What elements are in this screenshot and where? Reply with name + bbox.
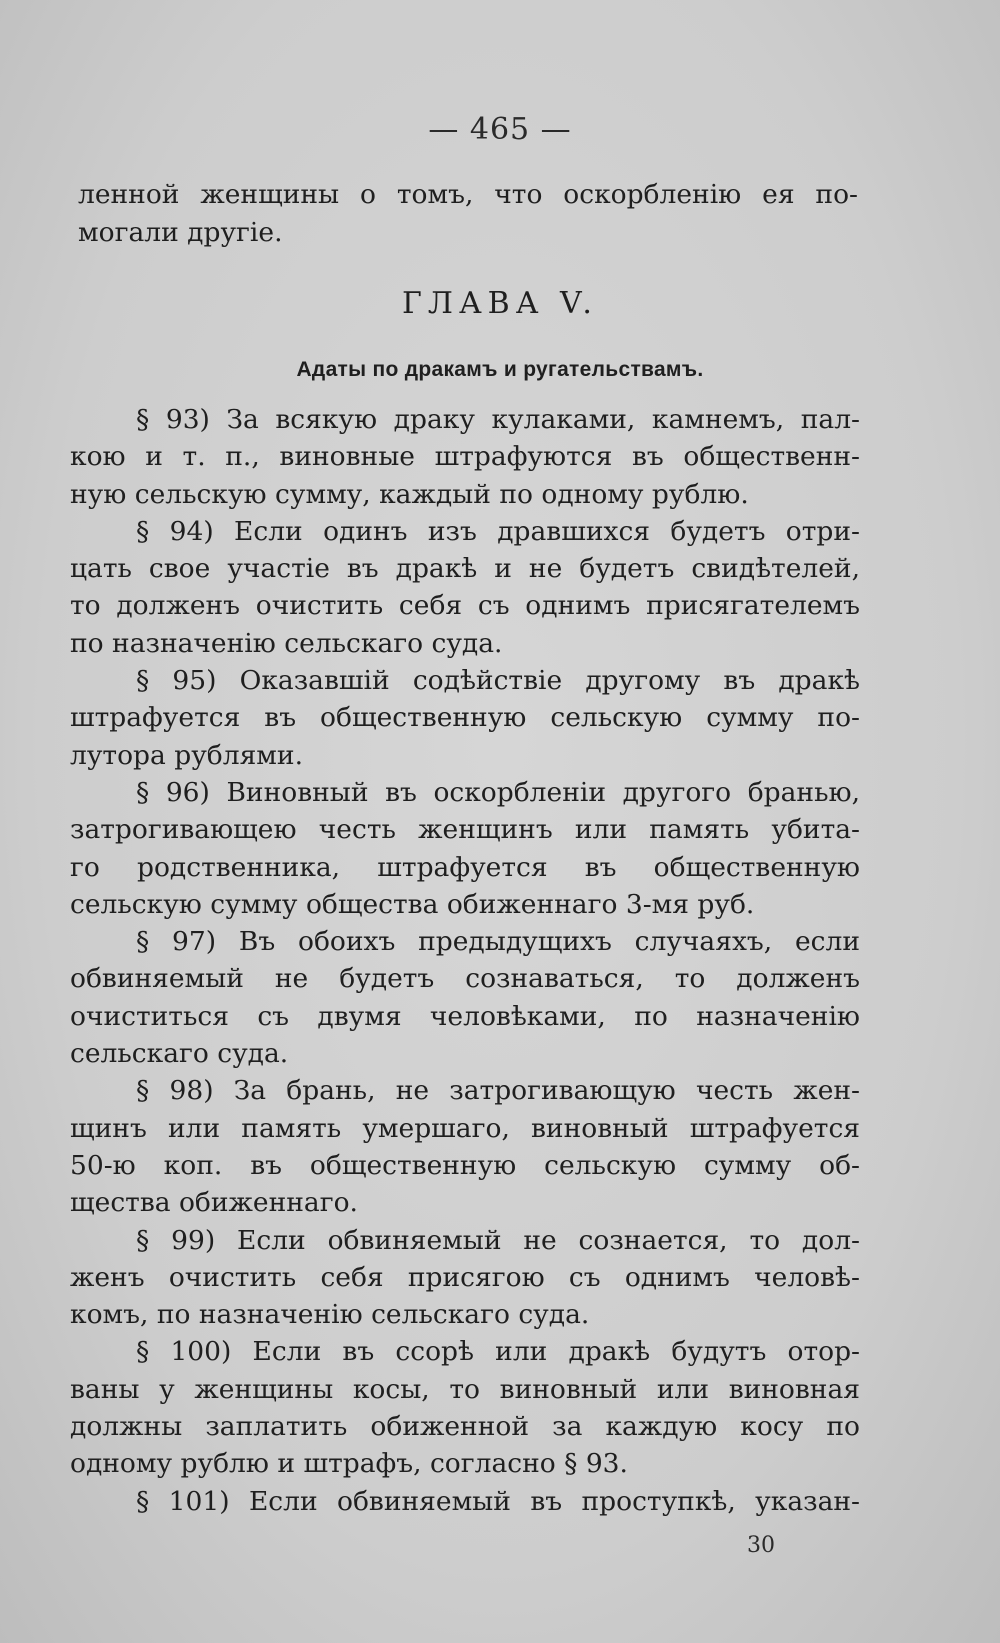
section-title: Адаты по дракамъ и ругательствамъ. [296, 358, 704, 381]
paragraph-line: сельскаго суда. [70, 1038, 289, 1070]
paragraph-line: 50-ю коп. въ общественную сельскую сумму об- [70, 1149, 860, 1181]
paragraph-line: одному рублю и штрафъ, согласно § 93. [70, 1448, 628, 1480]
paragraph-line: цать свое участіе въ дракѣ и не будетъ свидѣтелей, [70, 553, 860, 585]
paragraph-line: ную сельскую сумму, каждый по одному рублю. [70, 478, 749, 510]
paragraph-line: щинъ или память умершаго, виновный штрафуется [70, 1112, 860, 1144]
paragraph-line: § 94) Если одинъ изъ дравшихся будетъ отри- [136, 515, 860, 547]
paragraph [70, 774, 860, 923]
paragraph-line: § 96) Виновный въ оскорбленіи другого бранью, [136, 776, 860, 808]
page-number: — 465 — [428, 112, 572, 147]
paragraph [70, 1483, 860, 1520]
paragraph-line: то долженъ очистить себя съ однимъ присягателемъ [70, 590, 860, 622]
body-text [70, 401, 860, 1520]
paragraph [70, 1333, 860, 1482]
paragraph-line: § 98) За брань, не затрогивающую честь жен- [136, 1075, 860, 1107]
paragraph [70, 401, 860, 513]
paragraph [70, 513, 860, 662]
paragraph-line: § 100) Если въ ссорѣ или дракѣ будутъ отор- [136, 1336, 860, 1368]
paragraph-line: го родственника, штрафуется въ общественную [70, 851, 860, 883]
paragraph-line: по назначенію сельскаго суда. [70, 627, 503, 659]
signature-mark: 30 [747, 1533, 775, 1558]
paragraph-line: щества обиженнаго. [70, 1187, 358, 1219]
paragraph-line: лутора рублями. [70, 739, 303, 771]
paragraph [70, 1222, 860, 1334]
paragraph-line: обвиняемый не будетъ сознаваться, то долженъ [70, 963, 860, 995]
paragraph-line: § 97) Въ обоихъ предыдущихъ случаяхъ, если [136, 926, 860, 958]
paragraph-line: § 93) За всякую драку кулаками, камнемъ, пал- [136, 404, 860, 435]
paragraph-line: сельскую сумму общества обиженнаго 3-мя руб. [70, 888, 755, 920]
paragraph-line: должны заплатить обиженной за каждую косу по [70, 1411, 860, 1443]
paragraph-line: штрафуется въ общественную сельскую сумму по- [70, 702, 860, 734]
paragraph-line: очиститься съ двумя человѣками, по назначенію [70, 1000, 860, 1032]
paragraph-line: § 99) Если обвиняемый не сознается, то дол- [136, 1224, 860, 1256]
paragraph-line: § 95) Оказавшій содѣйствіе другому въ дракѣ [136, 665, 860, 697]
intro-line: могали другіе. [78, 216, 283, 248]
paragraph [70, 923, 860, 1072]
paragraph-line: § 101) Если обвиняемый въ проступкѣ, указан- [136, 1485, 860, 1517]
intro-line: ленной женщины о томъ, что оскорбленію ея по- [78, 179, 858, 210]
paragraph [70, 1072, 860, 1221]
intro-text [78, 176, 858, 251]
paragraph-line: ваны у женщины косы, то виновный или виновная [70, 1373, 860, 1405]
paragraph-line: затрогивающею честь женщинъ или память убита- [70, 814, 860, 846]
paragraph-line: кою и т. п., виновные штрафуются въ общественн- [70, 441, 860, 473]
paragraph-line: комъ, по назначенію сельскаго суда. [70, 1299, 590, 1331]
chapter-title: ГЛАВА V. [402, 286, 598, 321]
paragraph-line: женъ очистить себя присягою съ однимъ человѣ- [70, 1261, 860, 1293]
paragraph [70, 662, 860, 774]
